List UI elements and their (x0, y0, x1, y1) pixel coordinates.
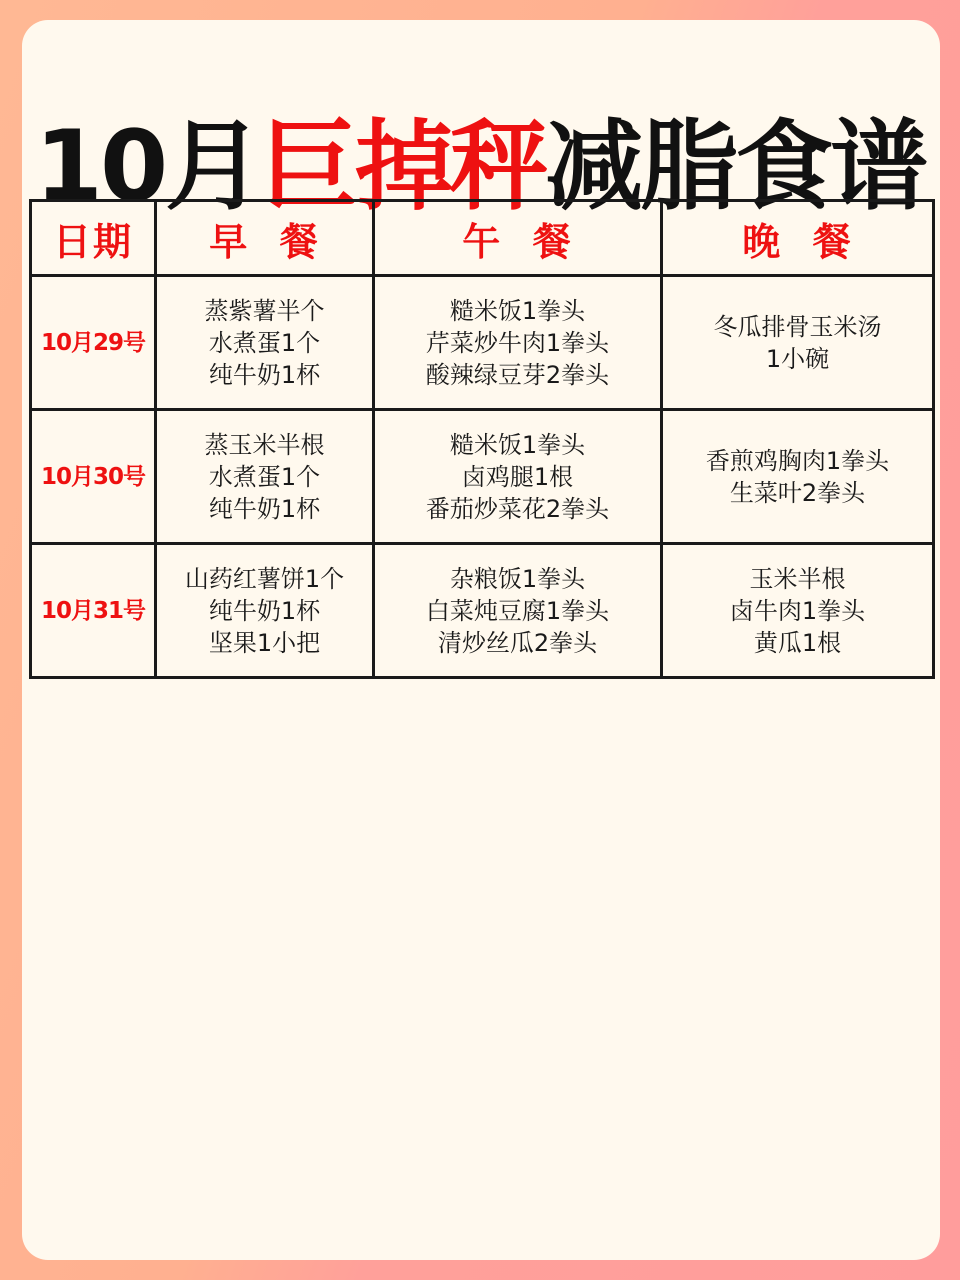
meal-item: 白菜炖豆腐1拳头 (425, 596, 610, 625)
meal-item: 黄瓜1根 (753, 628, 842, 657)
header-dinner: 晚 餐 (662, 201, 934, 276)
meal-item: 糙米饭1拳头 (449, 296, 586, 325)
row-date: 10月30号 (31, 410, 156, 544)
meal-item: 卤牛肉1拳头 (729, 596, 866, 625)
meal-item: 清炒丝瓜2拳头 (437, 628, 598, 657)
meal-item: 水煮蛋1个 (208, 462, 321, 491)
meal-item: 杂粮饭1拳头 (449, 564, 586, 593)
header-date: 日期 (31, 201, 156, 276)
lunch-cell (374, 410, 662, 544)
dinner-cell (662, 544, 934, 678)
meal-item: 纯牛奶1杯 (208, 596, 321, 625)
meal-item: 1小碗 (765, 344, 830, 373)
lunch-cell (374, 544, 662, 678)
breakfast-cell (156, 410, 374, 544)
meal-item: 冬瓜排骨玉米汤 (713, 312, 882, 341)
meal-item: 酸辣绿豆芽2拳头 (425, 360, 610, 389)
breakfast-cell (156, 276, 374, 410)
header-lunch: 午 餐 (374, 201, 662, 276)
meal-item: 纯牛奶1杯 (208, 494, 321, 523)
meal-item: 蒸紫薯半个 (204, 296, 325, 325)
meal-item: 蒸玉米半根 (204, 430, 325, 459)
dinner-cell (662, 410, 934, 544)
table-row (31, 276, 934, 410)
meal-item: 水煮蛋1个 (208, 328, 321, 357)
row-date: 10月31号 (31, 544, 156, 678)
meal-item: 坚果1小把 (208, 628, 321, 657)
table-row (31, 410, 934, 544)
table-row (31, 544, 934, 678)
meal-item: 玉米半根 (749, 564, 846, 593)
title-suffix: 减脂食谱 (545, 109, 926, 224)
title-highlight: 巨掉秤 (260, 109, 546, 224)
title-prefix: 10月 (34, 109, 261, 224)
meal-item: 生菜叶2拳头 (729, 478, 866, 507)
meal-item: 芹菜炒牛肉1拳头 (425, 328, 610, 357)
lunch-cell (374, 276, 662, 410)
header-breakfast: 早 餐 (156, 201, 374, 276)
row-date: 10月29号 (31, 276, 156, 410)
meal-item: 山药红薯饼1个 (184, 564, 345, 593)
table-header-row (31, 201, 934, 276)
meal-item: 香煎鸡胸肉1拳头 (705, 446, 890, 475)
meal-item: 卤鸡腿1根 (461, 462, 574, 491)
meal-item: 番茄炒菜花2拳头 (425, 494, 610, 523)
dinner-cell (662, 276, 934, 410)
meal-item: 糙米饭1拳头 (449, 430, 586, 459)
meal-item: 纯牛奶1杯 (208, 360, 321, 389)
meal-plan-table (29, 199, 935, 679)
breakfast-cell (156, 544, 374, 678)
